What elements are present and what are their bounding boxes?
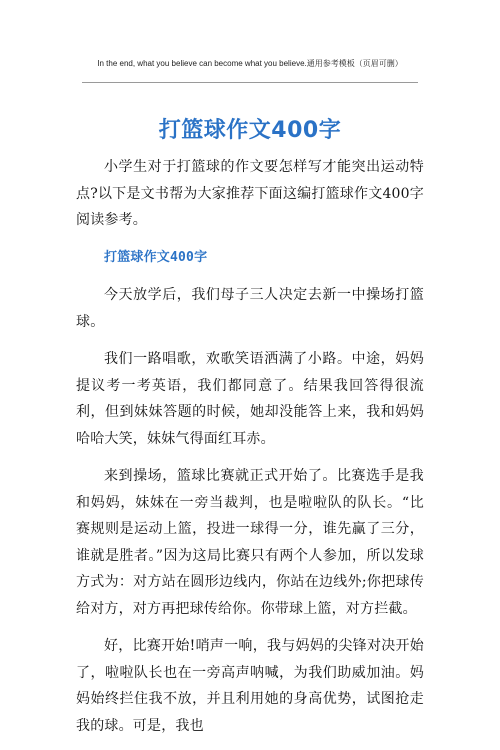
body-paragraph-2: 我们一路唱歌，欢歌笑语洒满了小路。中途，妈妈提议考一考英语，我们都同意了。结果我回答得很流利，但到妹妹答题的时候，她却没能答上来，我和妈妈哈哈大笑，妹妹气得面红耳赤。 [76, 351, 424, 447]
section-subheading: 打篮球作文400字 [104, 249, 208, 265]
page-header: In the end, what you believe can become what you believe.通用参考模板（页眉可删） [97, 59, 403, 68]
header-divider [82, 82, 418, 83]
document-body [76, 154, 424, 750]
intro-paragraph: 小学生对于打篮球的作文要怎样写才能突出运动特点?以下是文书帮为大家推荐下面这编打篮球作文400字阅读参考。 [76, 159, 424, 228]
body-paragraph-1: 今天放学后，我们母子三人决定去新一中操场打篮球。 [76, 287, 424, 330]
body-paragraph-3: 来到操场，篮球比赛就正式开始了。比赛选手是我和妈妈，妹妹在一旁当裁判，也是啦啦队的队长。“比赛规则是运动上篮，投进一球得一分，谁先赢了三分，谁就是胜者。”因为这局比赛只有两个人参加，所以发球方式为：对方站在圆形边线内，你站在边线外;你把球传给对方，对方再把球传给你。你带球上篮，对方拦截。 [76, 468, 424, 617]
document-title: 打篮球作文400字 [158, 117, 342, 143]
body-paragraph-4: 好，比赛开始!哨声一响，我与妈妈的尖锋对决开始了，啦啦队长也在一旁高声呐喊，为我们助威加油。妈妈始终拦住我不放，并且利用她的身高优势，试图抢走我的球。可是，我也 [76, 638, 424, 734]
